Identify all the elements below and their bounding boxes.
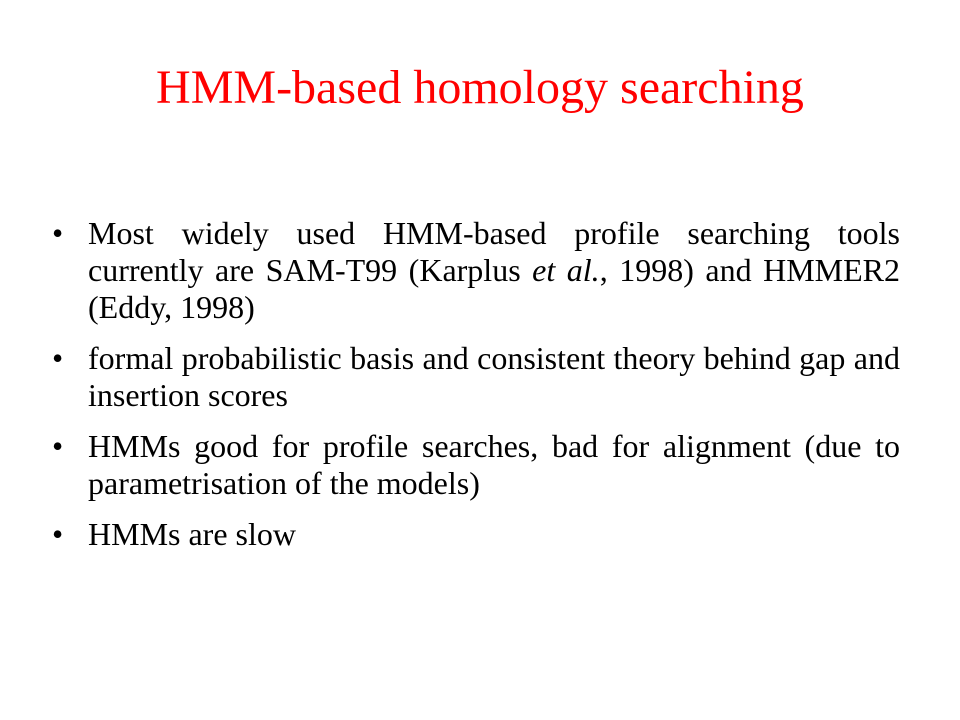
bullet-text: formal probabilistic basis and consistent theory behind gap and insertion scores bbox=[88, 340, 900, 413]
bullet-text: HMMs good for profile searches, bad for alignment (due to parametrisation of the models) bbox=[88, 428, 900, 501]
bullet-item bbox=[48, 340, 900, 414]
bullet-list bbox=[48, 215, 900, 567]
bullet-text bbox=[88, 215, 900, 326]
slide-title: HMM-based homology searching bbox=[156, 61, 804, 114]
bullet-text-segment: Most widely used HMM-based profile searching tools currently are SAM-T99 (Karplus bbox=[88, 215, 900, 288]
bullet-item bbox=[48, 428, 900, 502]
bullet-text-segment: , 1998) and HMMER2 (Eddy, 1998) bbox=[88, 252, 901, 325]
bullet-dot-icon: • bbox=[52, 340, 64, 376]
bullet-item bbox=[48, 215, 900, 326]
bullet-text-italic-segment: et al. bbox=[532, 252, 600, 288]
bullet-dot-icon: • bbox=[52, 215, 64, 251]
bullet-item bbox=[48, 516, 900, 553]
bullet-dot-icon: • bbox=[52, 428, 64, 464]
bullet-text: HMMs are slow bbox=[88, 516, 296, 552]
bullet-dot-icon: • bbox=[52, 516, 64, 552]
